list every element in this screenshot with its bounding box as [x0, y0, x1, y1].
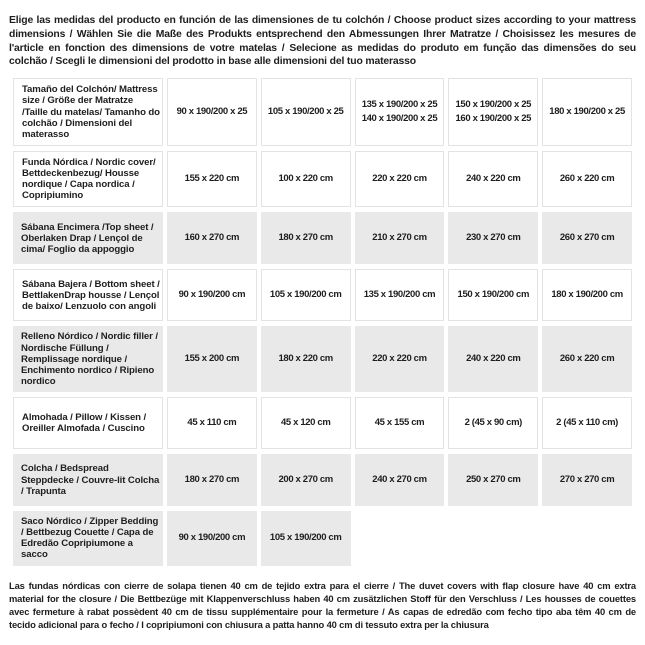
empty-cell: [542, 511, 632, 566]
size-cell: [448, 151, 538, 208]
size-cell: [448, 212, 538, 264]
size-value: 260 x 270 cm: [559, 232, 615, 244]
size-cell: [448, 397, 538, 449]
size-cell: [542, 151, 632, 208]
size-cell: [355, 151, 445, 208]
size-value: 155 x 200 cm: [184, 353, 240, 365]
size-value: 155 x 220 cm: [184, 173, 240, 185]
size-value: 240 x 220 cm: [466, 173, 521, 185]
size-cell: [355, 78, 445, 146]
size-value: 135 x 190/200 x 25: [361, 98, 438, 110]
size-value: 180 x 220 cm: [278, 353, 333, 365]
size-value: 160 x 270 cm: [184, 232, 240, 244]
table-row: [13, 151, 632, 208]
size-cell: [261, 212, 351, 264]
footnote-text: Las fundas nórdicas con cierre de solapa tienen 40 cm de tejido extra para el cierre / The duvet covers with flap closure have 40 cm extra material for the closure / Die Bettbezüge mit Klappenverschluss haben 40 cm zusätzlichen Stoff für den Verschluss / Les housses de couettes avec fermeture à rabat possèdent 40 cm de tissu supplémentaire pour la fermeture / As capas de edredão com fecho tipo aba têm 40 cm de tecido adicional para o fecho / I copripiumoni con chiusura a patta hanno 40 cm di tessuto extra per la chiusura: [9, 579, 636, 631]
size-value: 2 (45 x 110 cm): [556, 416, 618, 428]
size-cell: [261, 511, 351, 566]
table-row: [13, 212, 632, 264]
size-cell: [261, 78, 351, 146]
row-label: Sábana Encimera /Top sheet / Oberlaken Drap / Lençol de cima/ Foglio da appoggio: [13, 212, 163, 264]
size-value: 180 x 270 cm: [184, 473, 240, 485]
size-value: 100 x 220 cm: [278, 173, 333, 185]
size-cell: [355, 212, 445, 264]
size-cell: [167, 326, 257, 392]
size-cell: [261, 269, 351, 321]
size-cell: [167, 212, 257, 264]
size-cell: [167, 269, 257, 321]
size-cell: [261, 397, 351, 449]
size-cell: [542, 326, 632, 392]
size-value: 45 x 110 cm: [187, 416, 237, 428]
size-value: 240 x 270 cm: [372, 473, 427, 485]
table-row: [13, 78, 632, 146]
size-value: 220 x 220 cm: [372, 173, 427, 185]
size-value: 240 x 220 cm: [466, 353, 521, 365]
size-cell: [542, 397, 632, 449]
size-value: 160 x 190/200 x 25: [455, 113, 532, 125]
size-cell: [355, 326, 445, 392]
size-cell: [261, 326, 351, 392]
size-value: 90 x 190/200 cm: [178, 532, 246, 544]
size-value: 135 x 190/200 cm: [363, 289, 436, 301]
size-value: 180 x 270 cm: [278, 232, 333, 244]
size-value: 260 x 220 cm: [559, 353, 615, 365]
size-cell: [167, 151, 257, 208]
size-value: 150 x 190/200 cm: [457, 289, 530, 301]
size-value: 260 x 220 cm: [559, 173, 615, 185]
size-table: [9, 73, 636, 570]
size-cell: [355, 454, 445, 506]
size-cell: [167, 78, 257, 146]
size-value: 180 x 190/200 cm: [551, 289, 623, 301]
empty-cell: [355, 511, 445, 566]
row-label: Saco Nórdico / Zipper Bedding / Bettbezug Couette / Capa de Edredão Copripiumone a sacco: [13, 511, 163, 566]
size-value: 45 x 155 cm: [374, 416, 425, 428]
size-value: 230 x 270 cm: [466, 232, 521, 244]
row-label: Tamaño del Colchón/ Mattress size / Größe der Matratze /Taille du matelas/ Tamanho do colchão / Dimensioni del materasso: [13, 78, 163, 146]
table-row: [13, 326, 632, 392]
size-cell: [542, 269, 632, 321]
size-cell: [542, 454, 632, 506]
size-value: 105 x 190/200 cm: [269, 289, 342, 301]
table-row: [13, 269, 632, 321]
row-label: Colcha / Bedspread Steppdecke / Couvre-lit Colcha / Trapunta: [13, 454, 163, 506]
size-value: 45 x 120 cm: [280, 416, 331, 428]
size-cell: [448, 269, 538, 321]
size-value: 210 x 270 cm: [372, 232, 427, 244]
size-cell: [448, 454, 538, 506]
size-value: 200 x 270 cm: [278, 473, 333, 485]
empty-cell: [448, 511, 538, 566]
size-value: 220 x 220 cm: [372, 353, 427, 365]
size-cell: [448, 78, 538, 146]
row-label: Almohada / Pillow / Kissen / Oreiller Almofada / Cuscino: [13, 397, 163, 449]
size-cell: [542, 78, 632, 146]
size-cell: [355, 397, 445, 449]
size-value: 90 x 190/200 cm: [178, 289, 246, 301]
row-label: Funda Nórdica / Nordic cover/ Bettdeckenbezug/ Housse nordique / Capa nordica / Copripiumino: [13, 151, 163, 208]
size-cell: [167, 397, 257, 449]
size-value: 150 x 190/200 x 25: [455, 98, 532, 110]
size-cell: [542, 212, 632, 264]
size-cell: [355, 269, 445, 321]
size-cell: [448, 326, 538, 392]
size-value: 105 x 190/200 cm: [269, 532, 342, 544]
size-value: 270 x 270 cm: [559, 473, 615, 485]
row-label: Relleno Nórdico / Nordic filler / Nordische Füllung / Remplissage nordique / Enchimento nordico / Ripieno nordico: [13, 326, 163, 392]
row-label: Sábana Bajera / Bottom sheet / BettlakenDrap housse / Lençol de baixo/ Lenzuolo con angoli: [13, 269, 163, 321]
size-value: 105 x 190/200 x 25: [267, 106, 344, 117]
size-cell: [261, 151, 351, 208]
size-value: 2 (45 x 90 cm): [464, 416, 522, 428]
table-row: [13, 454, 632, 506]
size-value: 180 x 190/200 x 25: [549, 106, 625, 117]
table-row: [13, 511, 632, 566]
size-value: 140 x 190/200 x 25: [361, 113, 438, 125]
size-cell: [167, 454, 257, 506]
table-row: [13, 397, 632, 449]
size-cell: [261, 454, 351, 506]
size-value: 90 x 190/200 x 25: [176, 106, 248, 117]
intro-text: Elige las medidas del producto en función de las dimensiones de tu colchón / Choose product sizes according to your mattress dimensions / Wählen Sie die Maße des Produkts entsprechend den Abmessungen Ihrer Matratze / Choisissez les mesures de l'article en fonction des dimensions de votre matelas / Selecione as medidas do produto em função das dimensões do seu colchão / Scegli le dimensioni del prodotto in base alle dimensioni del tuo materasso: [9, 15, 636, 68]
size-cell: [167, 511, 257, 566]
size-value: 250 x 270 cm: [466, 473, 521, 485]
